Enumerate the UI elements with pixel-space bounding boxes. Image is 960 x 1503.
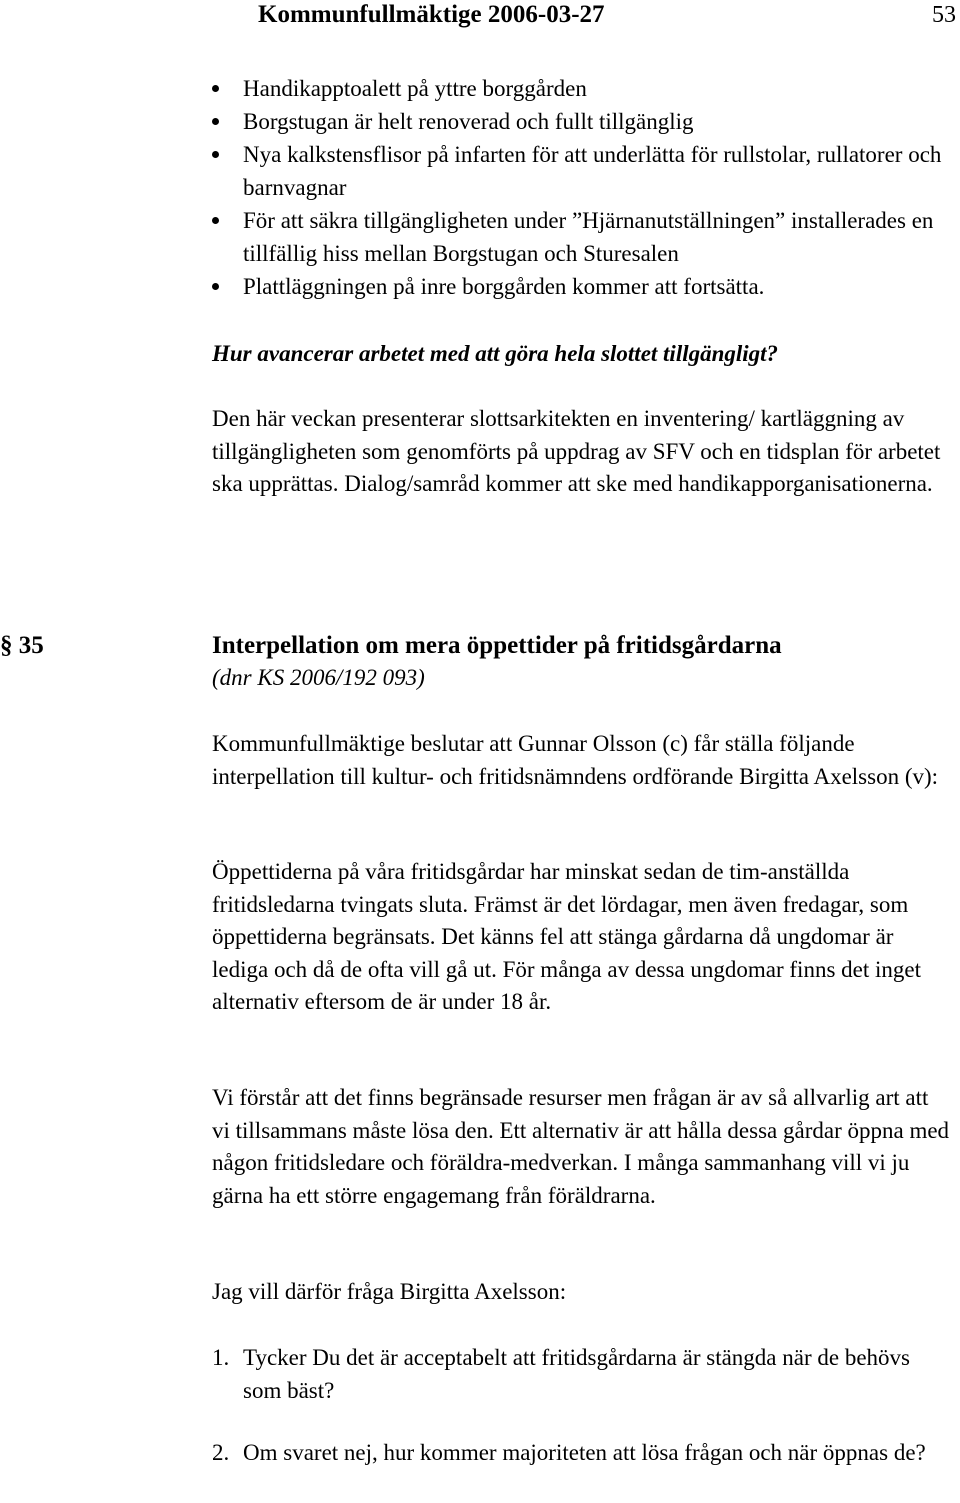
bullet-icon (212, 85, 219, 92)
bullet-icon (212, 283, 219, 290)
paragraph-question-intro: Jag vill därför fråga Birgitta Axelsson: (212, 1279, 567, 1304)
question-text: Tycker Du det är acceptabelt att fritidsgårdarna är stängda när de behövs som bäst? (243, 1345, 910, 1403)
question-text: Om svaret nej, hur kommer majoriteten att lösa frågan och när öppnas de? (243, 1440, 926, 1465)
question-number: 1. (212, 1345, 230, 1370)
bullet-icon (212, 118, 219, 125)
paragraph-opening-hours: Öppettiderna på våra fritidsgårdar har minskat sedan de tim-anställda fritidsledarna tvingats sluta. Främst är det lördagar, men även fredagar, som öppettiderna begränsats. Det känns fel att stänga gårdarna då ungdomar är lediga och då de ofta vill gå ut. För många av dessa ungdomar finns det inget alternativ eftersom de är under 18 år. (212, 859, 921, 1014)
sub-heading: Hur avancerar arbetet med att göra hela slottet tillgängligt? (212, 341, 779, 366)
section-mark: § 35 (0, 632, 44, 659)
section-title: Interpellation om mera öppettider på fritidsgårdarna (212, 632, 782, 659)
list-item (212, 138, 952, 204)
section-reference: (dnr KS 2006/192 093) (212, 665, 425, 690)
list-item-text: Borgstugan är helt renoverad och fullt tillgänglig (243, 109, 694, 134)
list-item (212, 72, 952, 105)
list-item (212, 270, 952, 303)
page-number: 53 (932, 2, 956, 28)
bullet-icon (212, 151, 219, 158)
bullet-list (212, 72, 952, 303)
list-item-text: För att säkra tillgängligheten under ”Hjärnanutställningen” installerades en tillfällig hiss mellan Borgstugan och Sturesalen (243, 208, 934, 266)
question-item (212, 1342, 952, 1407)
list-item-text: Plattläggningen på inre borggården kommer att fortsätta. (243, 274, 765, 299)
paragraph-resources: Vi förstår att det finns begränsade resurser men frågan är av så allvarlig art att vi tillsammans måste lösa den. Ett alternativ är att hålla dessa gårdar öppna med någon fritidsledare och föräldra-medverkan. I många sammanhang vill vi ju gärna ha ett större engagemang från föräldrarna. (212, 1085, 950, 1208)
paragraph-inventory: Den här veckan presenterar slottsarkitekten en inventering/ kartläggning av tillgängligheten som genomförts på uppdrag av SFV och en tidsplan för arbetet ska upprättas. Dialog/samråd kommer att ske med handikapporganisationerna. (212, 406, 941, 496)
question-item (212, 1437, 952, 1470)
bullet-icon (212, 217, 219, 224)
list-item-text: Handikapptoalett på yttre borggården (243, 76, 587, 101)
list-item (212, 204, 952, 270)
question-number: 2. (212, 1440, 230, 1465)
header-title: Kommunfullmäktige 2006-03-27 (258, 1, 605, 28)
paragraph-decision: Kommunfullmäktige beslutar att Gunnar Olsson (c) får ställa följande interpellation till kultur- och fritidsnämndens ordförande Birgitta Axelsson (v): (212, 731, 939, 789)
list-item (212, 105, 952, 138)
list-item-text: Nya kalkstensflisor på infarten för att underlätta för rullstolar, rullatorer och barnvagnar (243, 142, 942, 200)
